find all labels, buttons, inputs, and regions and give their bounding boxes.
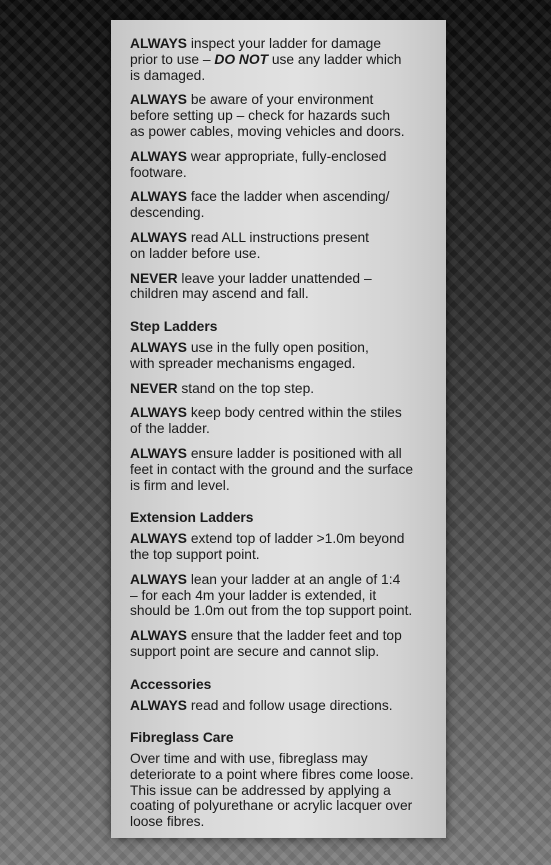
- instruction-text: wear appropriate, fully-enclosed: [187, 148, 387, 164]
- keyword-emphasis: DO NOT: [214, 51, 269, 67]
- paragraph-line: coating of polyurethane or acrylic lacquer over: [130, 798, 413, 814]
- instruction-text: stand on the top step.: [177, 380, 315, 396]
- section-heading-step-ladders: Step Ladders: [130, 319, 218, 335]
- instruction-text: children may ascend and fall.: [130, 286, 309, 302]
- keyword: ALWAYS: [130, 36, 187, 51]
- instruction-item: [130, 531, 430, 563]
- instruction-text: the top support point.: [130, 546, 260, 562]
- instruction-item: [130, 230, 430, 262]
- instruction-item: [130, 149, 430, 181]
- safety-instructions-panel: [111, 20, 446, 838]
- fibreglass-care-text: [130, 751, 430, 830]
- keyword: ALWAYS: [130, 92, 187, 108]
- instruction-item: [130, 381, 430, 397]
- instruction-text: should be 1.0m out from the top support point.: [130, 603, 413, 619]
- keyword: ALWAYS: [130, 339, 187, 355]
- instruction-text: ensure ladder is positioned with all: [187, 445, 402, 461]
- instruction-text: with spreader mechanisms engaged.: [130, 355, 356, 371]
- keyword: NEVER: [130, 270, 178, 286]
- keyword: ALWAYS: [130, 405, 187, 421]
- keyword: ALWAYS: [130, 445, 187, 461]
- instructions-content: [130, 36, 430, 839]
- paragraph-line: Over time and with use, fibreglass may: [130, 751, 368, 767]
- instruction-text: is damaged.: [130, 67, 206, 83]
- paragraph-line: This issue can be addressed by applying a: [130, 782, 391, 798]
- instruction-text: feet in contact with the ground and the surface: [130, 461, 414, 477]
- instruction-text: support point are secure and cannot slip.: [130, 643, 380, 659]
- instruction-item: [130, 189, 430, 221]
- instruction-text: of the ladder.: [130, 421, 210, 437]
- keyword: ALWAYS: [130, 531, 187, 547]
- instruction-text: be aware of your environment: [187, 92, 374, 108]
- instruction-text: face the ladder when ascending/: [187, 189, 390, 205]
- instruction-text: ensure that the ladder feet and top: [187, 628, 402, 644]
- instruction-item: [130, 405, 430, 437]
- section-heading-extension-ladders: Extension Ladders: [130, 510, 254, 526]
- instruction-text: – for each 4m your ladder is extended, it: [130, 587, 377, 603]
- instruction-text: keep body centred within the stiles: [187, 405, 402, 421]
- instruction-text: extend top of ladder >1.0m beyond: [187, 531, 405, 547]
- instruction-item: [130, 698, 430, 714]
- instruction-text: lean your ladder at an angle of 1:4: [187, 571, 401, 587]
- keyword: NEVER: [130, 380, 178, 396]
- section-heading-fibreglass-care: Fibreglass Care: [130, 730, 234, 746]
- instruction-text: is firm and level.: [130, 477, 230, 493]
- paragraph-line: deteriorate to a point where fibres come loose.: [130, 766, 414, 782]
- keyword: ALWAYS: [130, 628, 187, 644]
- instruction-item: [130, 628, 430, 660]
- section-heading-accessories: Accessories: [130, 676, 212, 692]
- instruction-item: [130, 36, 430, 83]
- instruction-item: [130, 271, 430, 303]
- instruction-text: leave your ladder unattended –: [177, 270, 372, 286]
- keyword: ALWAYS: [130, 571, 187, 587]
- instruction-item: [130, 446, 430, 493]
- instruction-text: as power cables, moving vehicles and doors.: [130, 123, 405, 139]
- keyword: ALWAYS: [130, 189, 187, 205]
- instruction-text: on ladder before use.: [130, 245, 261, 261]
- instruction-text: descending.: [130, 205, 205, 221]
- instruction-text: use any ladder which: [268, 51, 402, 67]
- keyword: ALWAYS: [130, 697, 187, 713]
- instruction-text: read ALL instructions present: [187, 229, 370, 245]
- instruction-text: use in the fully open position,: [187, 339, 369, 355]
- instruction-text: before setting up – check for hazards such: [130, 108, 390, 124]
- instruction-text: inspect your ladder for damage: [187, 36, 382, 51]
- instruction-text: footware.: [130, 164, 187, 180]
- instruction-item: [130, 572, 430, 619]
- instruction-item: [130, 92, 430, 139]
- keyword: ALWAYS: [130, 229, 187, 245]
- instruction-text: prior to use –: [130, 51, 215, 67]
- instruction-text: read and follow usage directions.: [187, 697, 393, 713]
- paragraph-line: loose fibres.: [130, 814, 205, 830]
- instruction-item: [130, 340, 430, 372]
- keyword: ALWAYS: [130, 148, 187, 164]
